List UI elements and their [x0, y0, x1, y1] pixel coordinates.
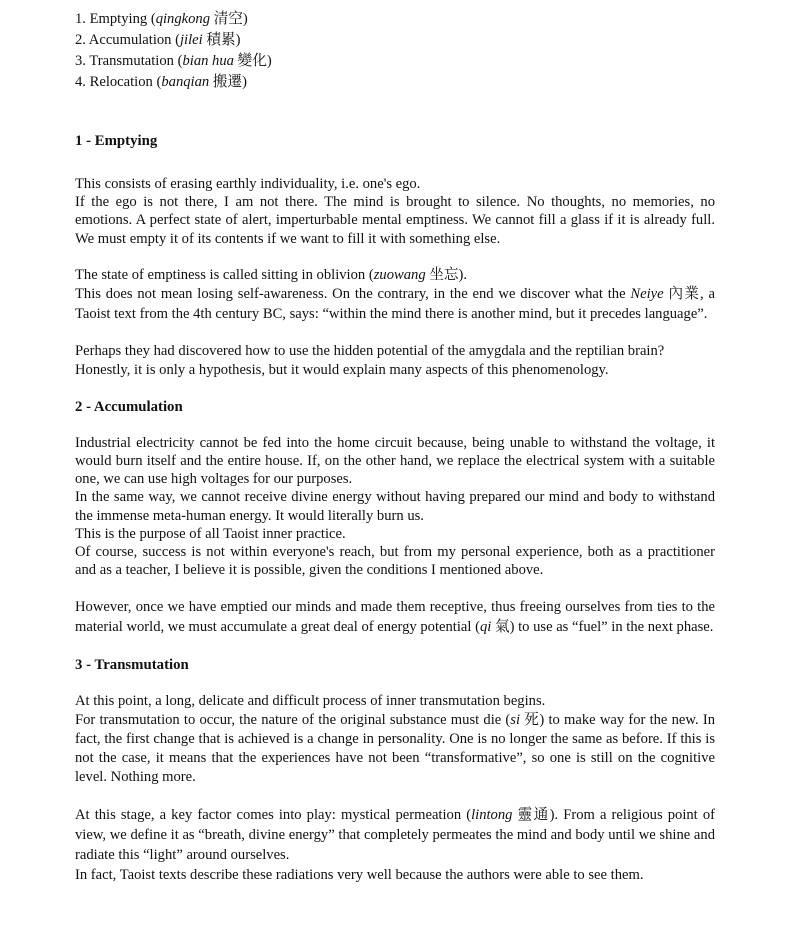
pinyin-term: zuowang — [373, 266, 426, 283]
paragraph-text: If the ego is not there, I am not there. The mind is brought to silence. No thoughts, no memories, no emotions. A perfect state of alert, imperturbable mental emptiness. We cannot fill a glass if it is already full. We must empty it of its contents if we want to fill it with something else. — [75, 194, 715, 247]
list-number: 4. — [75, 74, 86, 90]
paragraph-text: ). From a religious point of view, we define it as “breath, divine energy” that completely permeates the mind and body until we shine and radiate this “light” around ourselves. — [75, 807, 715, 864]
paragraph — [75, 434, 715, 580]
paragraph-text: At this point, a long, delicate and difficult process of inner transmutation begins. — [75, 693, 546, 710]
paragraph-text: Perhaps they had discovered how to use the hidden potential of the amygdala and the reptilian brain? — [75, 343, 665, 360]
list-number: 1. — [75, 11, 86, 27]
paragraph-text: For transmutation to occur, the nature of the original substance must die ( — [75, 712, 511, 729]
paragraph-text: However, once we have emptied our minds and made them receptive, thus freeing ourselves from ties to the material world, we must accumulate a great deal of energy potential ( — [75, 599, 715, 636]
section-heading-accumulation: 2 - Accumulation — [75, 398, 183, 415]
pinyin-term: lintong — [471, 807, 513, 824]
hanzi-term: 靈通 — [517, 807, 550, 824]
paragraph-text: 內業, a Taoist text from the 4th century BC, says: “within the mind there is another mind, but it precedes language”. — [75, 286, 715, 322]
paragraph-text: This does not mean losing self-awareness. On the contrary, in the end we discover what the — [75, 286, 631, 303]
list-hanzi: 積累 — [206, 32, 236, 48]
paragraph-text: This consists of erasing earthly individuality, i.e. one's ego. — [75, 176, 421, 192]
pinyin-term: si — [510, 712, 521, 729]
paragraph-text: At this stage, a key factor comes into play: mystical permeation ( — [75, 807, 472, 824]
paragraph-text: ). — [458, 266, 467, 283]
list-pinyin: jilei — [180, 32, 203, 48]
list-item: 3. Transmutation (bian hua 變化) — [75, 53, 272, 69]
list-hanzi: 搬遷 — [212, 74, 243, 90]
paragraph — [75, 342, 715, 378]
paragraph — [75, 597, 715, 637]
paragraph-text: The state of emptiness is called sitting in oblivion ( — [75, 266, 374, 283]
paragraph-text: In fact, Taoist texts describe these radiations very well because the authors were able to see them. — [75, 867, 644, 884]
list-term: Transmutation — [89, 53, 174, 69]
pinyin-term: qi — [479, 619, 492, 636]
list-term: Relocation — [89, 74, 153, 90]
stages-list — [75, 9, 715, 93]
list-pinyin: banqian — [161, 74, 210, 90]
paragraph — [75, 266, 715, 325]
section-heading-emptying: 1 - Emptying — [75, 133, 158, 149]
text-title: Neiye — [630, 286, 664, 303]
paragraph — [75, 175, 715, 248]
list-item: 1. Emptying (qingkong 清空) — [75, 11, 248, 27]
list-pinyin: qingkong — [155, 11, 211, 27]
paragraph-text: Of course, success is not within everyone's reach, but from my personal experience, both as a practitioner and as a teacher, I believe it is possible, given the conditions I mentioned above. — [75, 543, 715, 579]
list-hanzi: 變化 — [237, 53, 267, 69]
section-heading-transmutation: 3 - Transmutation — [75, 657, 189, 674]
list-term: Emptying — [89, 11, 148, 27]
paragraph — [75, 805, 715, 885]
list-item: 2. Accumulation (jilei 積累) — [75, 32, 241, 48]
paragraph-text: In the same way, we cannot receive divine energy without having prepared our mind and body to withstand the immense meta-human energy. It would literally burn us. — [75, 489, 715, 524]
paragraph-text: Industrial electricity cannot be fed into the home circuit because, being unable to withstand the voltage, it would burn itself and the entire house. If, on the other hand, we replace the electrical system with a suitable one, we can use high voltages for our purposes. — [75, 434, 715, 488]
hanzi-term: 氣 — [494, 619, 510, 636]
list-number: 3. — [75, 53, 86, 69]
list-hanzi: 清空 — [213, 11, 243, 27]
list-pinyin: bian hua — [182, 53, 234, 69]
paragraph-text: ) to use as “fuel” in the next phase. — [509, 619, 714, 636]
list-term: Accumulation — [88, 32, 172, 48]
paragraph-text: This is the purpose of all Taoist inner practice. — [75, 525, 346, 542]
paragraph — [75, 692, 715, 787]
document-page — [75, 9, 715, 885]
hanzi-term: 死 — [524, 712, 540, 729]
paragraph-text: ) to make way for the new. In fact, the first change that is achieved is a change in personality. One is no longer the same as before. If this is not the case, it means that the experiences have not been “transformative”, so one is still on the cognitive level. Nothing more. — [75, 712, 715, 786]
paragraph-text: Honestly, it is only a hypothesis, but it would explain many aspects of this phenomenology. — [75, 361, 609, 378]
list-number: 2. — [75, 32, 86, 48]
hanzi-term: 坐忘 — [429, 266, 459, 283]
list-item: 4. Relocation (banqian 搬遷) — [75, 74, 247, 90]
